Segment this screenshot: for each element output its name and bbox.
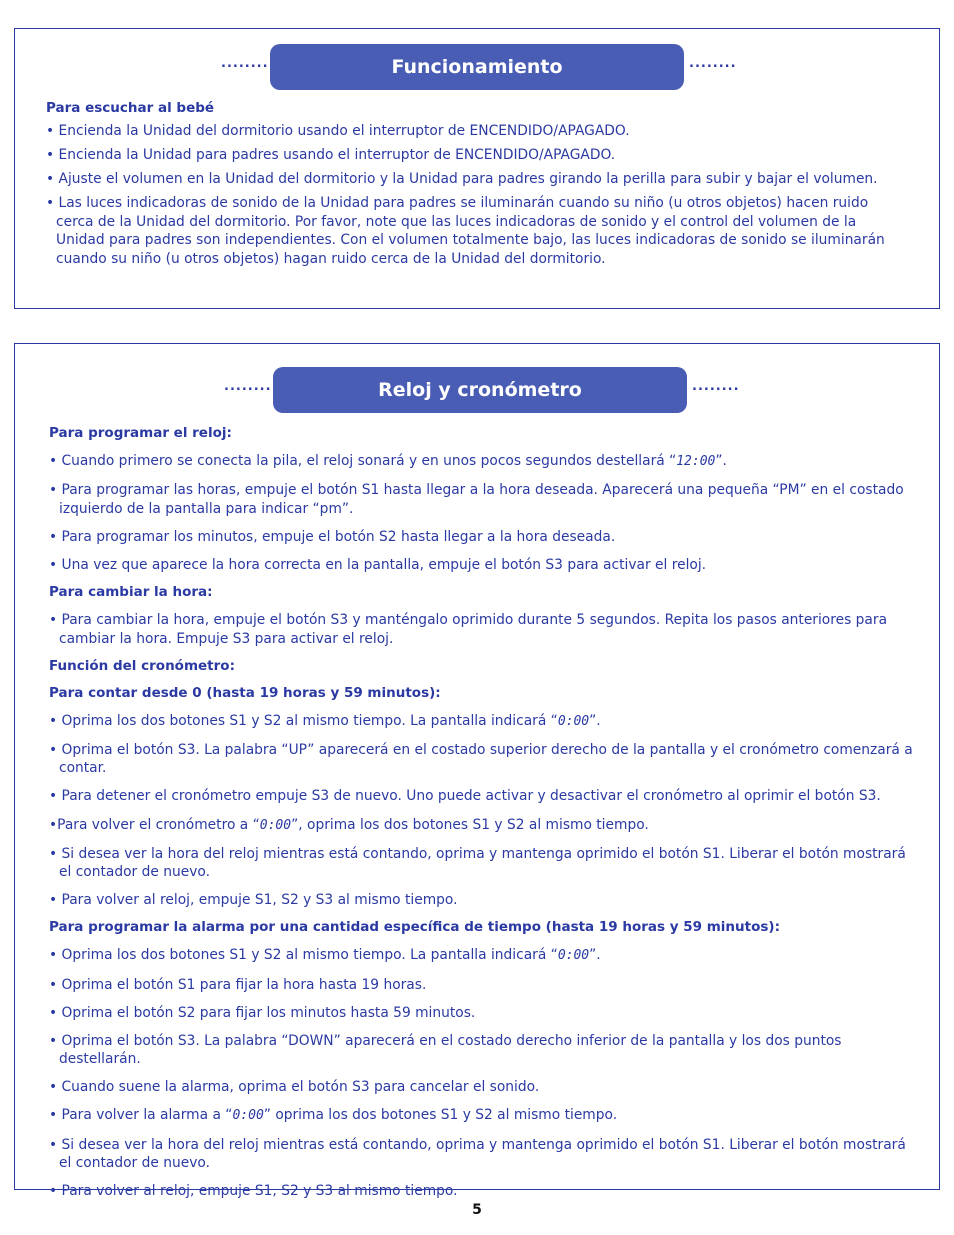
section-title-reloj: Reloj y cronómetro [273, 367, 687, 413]
list-item: • Encienda la Unidad del dormitorio usando el interruptor de ENCENDIDO/APAGADO. [46, 123, 630, 139]
list-item: • Oprima el botón S2 para fijar los minutos hasta 59 minutos. [49, 1004, 476, 1021]
list-item: • Oprima el botón S3. La palabra “UP” aparecerá en el costado superior derecho de la pantalla y el cronómetro comenzará a contar. [49, 741, 913, 777]
list-item: • Para volver la alarma a “0:00” oprima los dos botones S1 y S2 al mismo tiempo. [49, 1107, 618, 1124]
list-item: • Para programar los minutos, empuje el botón S2 hasta llegar a la hora deseada. [49, 528, 616, 545]
list-item: • Para detener el cronómetro empuje S3 de nuevo. Uno puede activar y desactivar el cronómetro al oprimir el botón S3. [49, 788, 881, 805]
lcd-display-text: 0:00 [557, 948, 590, 964]
subheading-change-time: Para cambiar la hora: [49, 583, 213, 600]
operation-section [14, 28, 940, 309]
list-item: • Si desea ver la hora del reloj mientras está contando, oprima y mantenga oprimido el botón S1. Liberar el botón mostrará el contador de nuevo. [49, 1136, 906, 1172]
decorative-dots-right: ........ [692, 379, 740, 394]
decorative-dots-left: ........ [221, 56, 269, 71]
list-item: • Para cambiar la hora, empuje el botón S3 y manténgalo oprimido durante 5 segundos. Repita los pasos anteriores para cambiar la hora. Empuje S3 para activar el reloj. [49, 611, 888, 647]
lcd-display-text: 0:00 [557, 713, 590, 729]
list-item: • Oprima los dos botones S1 y S2 al mismo tiempo. La pantalla indicará “0:00”. [49, 947, 601, 964]
subheading-count-up: Para contar desde 0 (hasta 19 horas y 59 minutos): [49, 684, 441, 701]
list-item: • Ajuste el volumen en la Unidad del dormitorio y la Unidad para padres girando la perilla para subir y bajar el volumen. [46, 171, 878, 188]
list-item: • Si desea ver la hora del reloj mientras está contando, oprima y mantenga oprimido el botón S1. Liberar el botón mostrará el contador de nuevo. [49, 845, 906, 881]
list-item: • Oprima el botón S3. La palabra “DOWN” aparecerá en el costado derecho inferior de la pantalla y los dos puntos destellarán. [49, 1032, 842, 1068]
clock-timer-section [14, 343, 940, 1200]
subheading-stopwatch: Función del cronómetro: [49, 657, 235, 674]
subheading-program-clock: Para programar el reloj: [49, 425, 232, 441]
list-item: • Para volver al reloj, empuje S1, S2 y S3 al mismo tiempo. [49, 892, 458, 909]
subheading-listen-baby: Para escuchar al bebé [46, 100, 215, 116]
lcd-display-text: 12:00 [676, 454, 716, 469]
decorative-dots-right: ........ [689, 56, 737, 71]
section-title-funcionamiento: Funcionamiento [270, 44, 684, 90]
list-item: • Para volver al reloj, empuje S1, S2 y S3 al mismo tiempo. [49, 1183, 458, 1200]
list-item: •Para volver el cronómetro a “0:00”, oprima los dos botones S1 y S2 al mismo tiempo. [49, 816, 649, 833]
list-item: • Para programar las horas, empuje el botón S1 hasta llegar a la hora deseada. Aparecerá una pequeña “PM” en el costado izquierdo de la pantalla para indicar “pm”. [49, 482, 904, 517]
section-content [46, 100, 906, 274]
section-header [15, 367, 939, 413]
list-item: • Cuando suene la alarma, oprima el botón S3 para cancelar el sonido. [49, 1079, 540, 1096]
list-item: • Cuando primero se conecta la pila, el reloj sonará y en unos pocos segundos destellará “12:00”. [49, 453, 727, 469]
list-item: • Encienda la Unidad para padres usando el interruptor de ENCENDIDO/APAGADO. [46, 147, 616, 164]
lcd-display-text: 0:00 [232, 1108, 264, 1124]
list-item: • Las luces indicadoras de sonido de la Unidad para padres se iluminarán cuando su niño (u otros objetos) hacen ruido cerca de la Unidad del dormitorio. Por favor, note que las luces indicadoras de sonido y el control del volumen de la Unidad para padres son independientes. Con el volumen totalmente bajo, las luces indicadoras de sonido se iluminarán cuando su niño (u otros objetos) hagan ruido cerca de la Unidad del dormitorio. [46, 195, 885, 268]
page-number: 5 [472, 1202, 482, 1218]
section-header [15, 44, 939, 90]
subheading-alarm: Para programar la alarma por una cantidad específica de tiempo (hasta 19 horas y 59 minutos): [49, 919, 780, 936]
list-item: • Oprima el botón S1 para fijar la hora hasta 19 horas. [49, 976, 427, 993]
list-item: • Una vez que aparece la hora correcta en la pantalla, empuje el botón S3 para activar el reloj. [49, 556, 707, 573]
section-content [49, 425, 919, 1210]
list-item: • Oprima los dos botones S1 y S2 al mismo tiempo. La pantalla indicará “0:00”. [49, 712, 601, 729]
decorative-dots-left: ........ [224, 379, 272, 394]
lcd-display-text: 0:00 [259, 817, 292, 833]
